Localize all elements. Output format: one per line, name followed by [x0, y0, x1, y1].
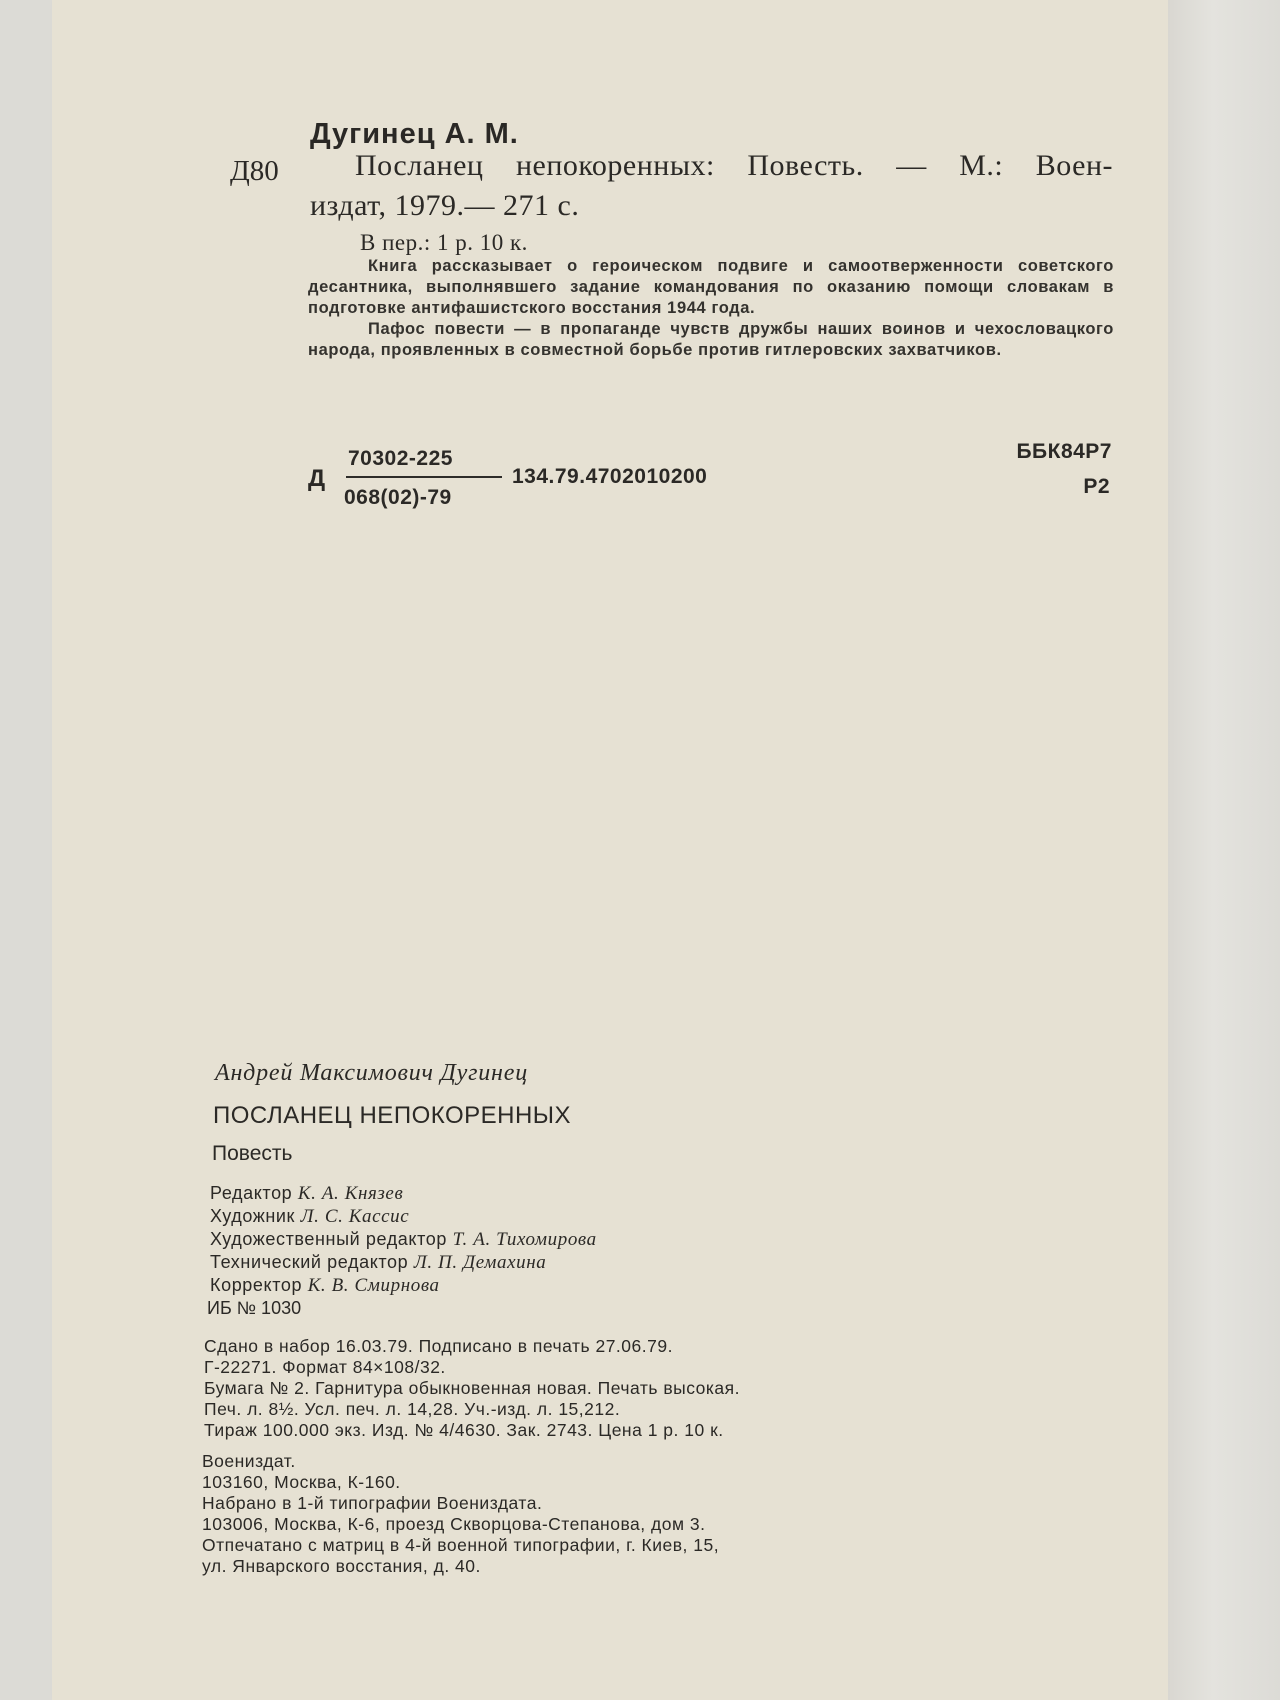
credits-list — [210, 1182, 597, 1297]
credit-name: К. В. Смирнова — [307, 1275, 440, 1296]
card-annotation — [308, 256, 1114, 361]
card-title-line-2: издат, 1979.— 271 с. — [310, 189, 580, 222]
card-author: Дугинец А. М. — [310, 118, 519, 150]
imprint-line: Сдано в набор 16.03.79. Подписано в печать 27.06.79. — [204, 1336, 673, 1356]
publisher-line: 103160, Москва, К-160. — [202, 1472, 401, 1492]
credit-name: К. А. Князев — [297, 1183, 404, 1204]
bbk-code: ББК84Р7 — [1016, 440, 1112, 463]
ib-number: ИБ № 1030 — [207, 1298, 302, 1318]
credit-role: Редактор — [210, 1183, 293, 1203]
credit-row — [210, 1182, 597, 1205]
publisher-line: ул. Январского восстания, д. 40. — [202, 1556, 481, 1576]
page-edge-background — [1168, 0, 1280, 1700]
book-page — [52, 0, 1170, 1700]
credit-role: Технический редактор — [210, 1252, 409, 1272]
index-letter: Д — [308, 465, 326, 492]
credit-name: Л. С. Кассис — [300, 1206, 410, 1227]
credit-role: Художественный редактор — [210, 1229, 447, 1249]
shelf-mark: Д80 — [230, 155, 279, 187]
imprint-line: Печ. л. 8½. Усл. печ. л. 14,28. Уч.-изд. л. 15,212. — [204, 1399, 621, 1419]
credit-role: Художник — [210, 1206, 296, 1226]
fraction-bar — [346, 476, 502, 478]
colophon-genre: Повесть — [212, 1142, 293, 1165]
imprint-line: Бумага № 2. Гарнитура обыкновенная новая. Печать высокая. — [204, 1378, 740, 1398]
colophon-author: Андрей Максимович Дугинец — [215, 1060, 529, 1086]
credit-row — [210, 1251, 597, 1274]
fraction-denominator: 068(02)-79 — [344, 486, 452, 509]
card-price: В пер.: 1 р. 10 к. — [360, 230, 528, 255]
publisher-line: Набрано в 1-й типографии Воениздата. — [202, 1493, 543, 1513]
credit-name: Т. А. Тихомирова — [452, 1229, 597, 1250]
annotation-paragraph: Пафос повести — в пропаганде чувств дружбы наших воинов и чехословацкого народа, проявленных в совместной борьбе против гитлеровских захватчиков. — [308, 320, 1114, 359]
credit-row — [210, 1205, 597, 1228]
annotation-paragraph: Книга рассказывает о героическом подвиге и самоотверженности советского десантника, выполнявшего задание командования по оказанию помощи словакам в подготовке антифашистского восстания 1944 года. — [308, 257, 1114, 317]
credit-row — [210, 1274, 597, 1297]
publisher-line: Отпечатано с матриц в 4-й военной типографии, г. Киев, 15, — [202, 1535, 720, 1555]
imprint-line: Тираж 100.000 экз. Изд. № 4/4630. Зак. 2743. Цена 1 р. 10 к. — [204, 1420, 724, 1440]
colophon-title: ПОСЛАНЕЦ НЕПОКОРЕННЫХ — [213, 1102, 572, 1129]
credit-name: Л. П. Демахина — [413, 1252, 547, 1273]
publisher-line: Воениздат. — [202, 1451, 296, 1471]
fraction-numerator: 70302-225 — [348, 447, 453, 470]
publisher-block — [202, 1451, 719, 1577]
fraction-code: 134.79.4702010200 — [512, 465, 708, 488]
bbk-subcode: Р2 — [1083, 475, 1110, 498]
card-title-line-1: Посланец непокоренных: Повесть. — М.: Воен- — [355, 149, 1113, 182]
credit-role: Корректор — [210, 1275, 303, 1295]
imprint-line: Г-22271. Формат 84×108/32. — [204, 1357, 446, 1377]
imprint-block — [204, 1336, 740, 1441]
publisher-line: 103006, Москва, К-6, проезд Скворцова-Степанова, дом 3. — [202, 1514, 706, 1534]
credit-row — [210, 1228, 597, 1251]
